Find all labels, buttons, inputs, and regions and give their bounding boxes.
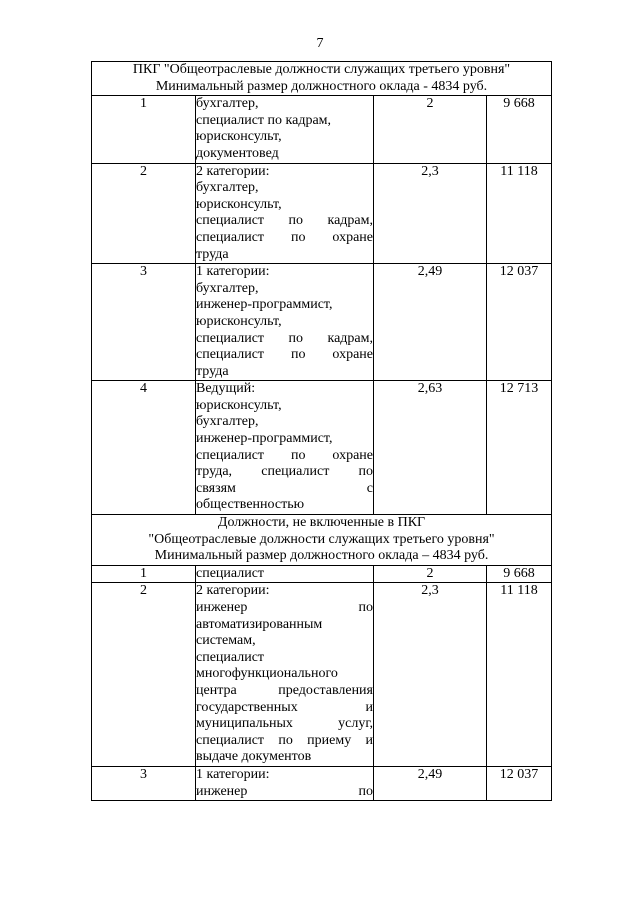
position-name <box>196 264 374 381</box>
coefficient: 2,49 <box>374 766 487 800</box>
position-name <box>196 96 374 163</box>
position-name-line: инженер по <box>196 783 373 799</box>
row-number: 2 <box>92 583 196 767</box>
position-name-line: Ведущий: <box>196 381 256 397</box>
position-name-line: центра предоставления <box>196 682 373 698</box>
position-name-line: труда <box>196 363 229 379</box>
position-name-line: автоматизированным <box>196 616 323 632</box>
position-name-line: системам, <box>196 633 256 649</box>
position-name-line: документовед <box>196 145 279 161</box>
position-name-line: специалист по приему и <box>196 732 373 748</box>
position-name-line: общественностью <box>196 497 305 513</box>
table-body <box>92 62 552 801</box>
salary: 9 668 <box>487 96 552 163</box>
section-header-line: Минимальный размер должностного оклада – 4834 руб. <box>154 548 489 564</box>
position-name-line: муниципальных услуг, <box>196 716 373 732</box>
salary: 12 037 <box>487 264 552 381</box>
table-row <box>92 96 552 163</box>
position-name-line: труда, специалист по <box>196 464 373 480</box>
table-row <box>92 565 552 583</box>
position-name-line: бухгалтер, <box>196 280 259 296</box>
position-name <box>196 565 374 583</box>
salary: 12 713 <box>487 381 552 515</box>
position-name-line: многофункционального <box>196 666 338 682</box>
section-header <box>92 515 552 566</box>
coefficient: 2 <box>374 96 487 163</box>
table-row <box>92 264 552 381</box>
salary: 9 668 <box>487 565 552 583</box>
row-number: 3 <box>92 766 196 800</box>
position-name-line: выдаче документов <box>196 749 312 765</box>
position-name-line: специалист по охране <box>196 447 373 463</box>
position-name-line: 2 категории: <box>196 583 270 599</box>
position-name-line: 1 категории: <box>196 766 270 782</box>
position-name-line: юрисконсульт, <box>196 129 282 145</box>
coefficient: 2,63 <box>374 381 487 515</box>
section-header-row <box>92 515 552 566</box>
section-header-line: ПКГ "Общеотраслевые должности служащих третьего уровня" <box>132 62 511 77</box>
position-name-line: 1 категории: <box>196 264 270 280</box>
position-name-line: инженер-программист, <box>196 431 333 447</box>
position-name <box>196 381 374 515</box>
position-name-line: труда <box>196 246 229 262</box>
position-name-line: юрисконсульт, <box>196 196 282 212</box>
position-name-line: 2 категории: <box>196 163 270 179</box>
position-name-line: юрисконсульт, <box>196 397 282 413</box>
position-name-line: юрисконсульт, <box>196 313 282 329</box>
position-name <box>196 583 374 767</box>
position-name-line: специалист по охране <box>196 229 373 245</box>
row-number: 1 <box>92 96 196 163</box>
position-name-line: связям с <box>196 480 373 496</box>
row-number: 4 <box>92 381 196 515</box>
position-name-line: специалист по охране <box>196 347 373 363</box>
position-name-line: бухгалтер, <box>196 180 259 196</box>
row-number: 1 <box>92 565 196 583</box>
coefficient: 2,3 <box>374 163 487 264</box>
position-name-line: бухгалтер, <box>196 414 259 430</box>
salary: 11 118 <box>487 163 552 264</box>
position-name-line: специалист по кадрам, <box>196 213 373 229</box>
table-row <box>92 766 552 800</box>
position-name <box>196 163 374 264</box>
position-name-line: специалист по кадрам, <box>196 330 373 346</box>
position-name-line: специалист по кадрам, <box>196 112 332 128</box>
position-name-line: инженер-программист, <box>196 297 333 313</box>
position-name-line: государственных и <box>196 699 373 715</box>
section-header-line: "Общеотраслевые должности служащих третьего уровня" <box>148 531 495 547</box>
salary: 12 037 <box>487 766 552 800</box>
positions-table <box>91 61 552 801</box>
position-name <box>196 766 374 800</box>
page-number: 7 <box>316 36 324 51</box>
coefficient: 2,49 <box>374 264 487 381</box>
section-header <box>92 62 552 96</box>
section-header-row <box>92 62 552 96</box>
table-row <box>92 381 552 515</box>
coefficient: 2,3 <box>374 583 487 767</box>
section-header-line: Минимальный размер должностного оклада - 4834 руб. <box>155 78 488 94</box>
position-name-line: специалист <box>196 565 265 581</box>
position-name-line: бухгалтер, <box>196 96 259 112</box>
table-row <box>92 163 552 264</box>
section-header-line: Должности, не включенные в ПКГ <box>217 515 426 531</box>
position-name-line: инженер по <box>196 600 373 615</box>
position-name-line: специалист <box>196 649 265 665</box>
coefficient: 2 <box>374 565 487 583</box>
salary: 11 118 <box>487 583 552 767</box>
row-number: 2 <box>92 163 196 264</box>
table-row <box>92 583 552 767</box>
row-number: 3 <box>92 264 196 381</box>
